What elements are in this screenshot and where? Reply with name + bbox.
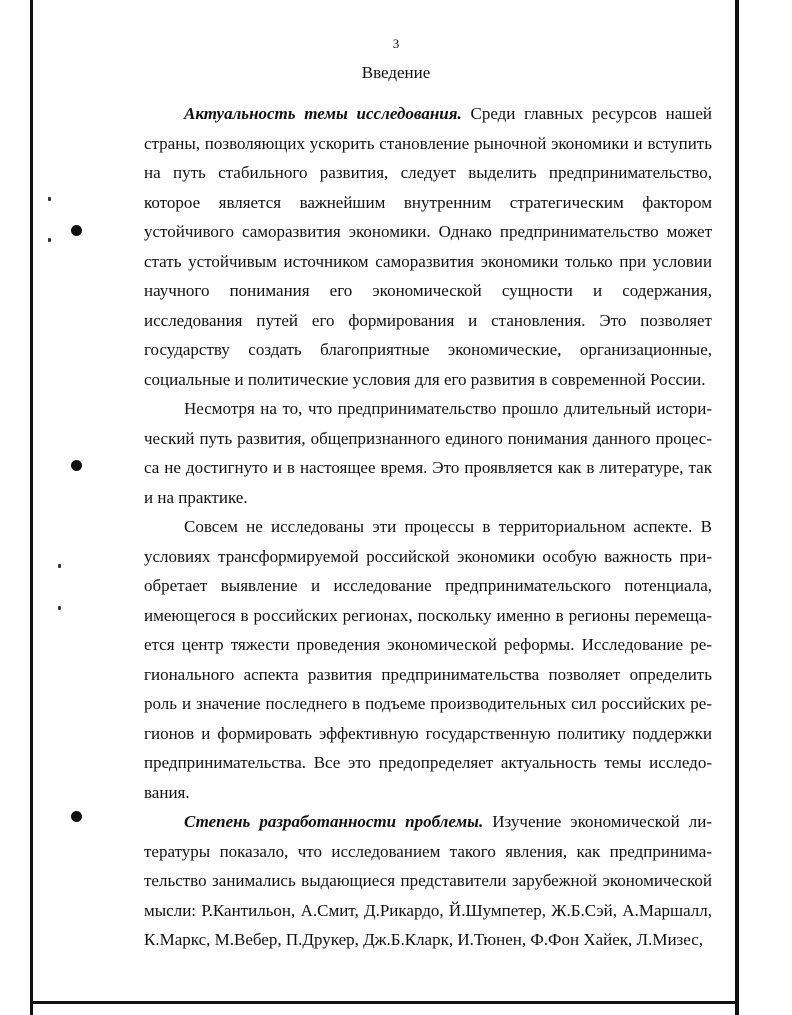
scan-speck [58, 606, 61, 610]
paragraph-development [144, 807, 712, 955]
scan-speck [48, 197, 51, 201]
paragraph-lead: Степень разработанности проблемы. [184, 812, 484, 831]
scan-edge-bottom [30, 1001, 739, 1004]
body-text [144, 99, 712, 955]
section-heading: Введение [361, 63, 431, 82]
punch-hole-mark [71, 811, 82, 822]
punch-hole-mark [71, 460, 82, 471]
paragraph-history [144, 394, 712, 512]
paragraph-regional [144, 512, 712, 807]
scan-edge-right [735, 0, 739, 1015]
paragraph-text: Несмотря на то, что предпринимательство прошло длительный исторический путь развития, общепризнанного единого понимания данного процесса не достигнуто и в настоящее время. Это проявляется как в литературе, так и на практике. [144, 399, 712, 507]
page-number: 3 [392, 36, 400, 51]
paragraph-text: Изучение экономической литературы показало, что исследованием такого явления, как предпринимательство занимались выдающиеся представители зарубежной экономической мысли: Р.Кантильон, А.Смит, Д.Рикардо, Й.Шумпетер, Ж.Б.Сэй, А.Маршалл, К.Маркс, М.Вебер, П.Друкер, Дж.Б.Кларк, И.Тюнен, Ф.Фон Хайек, Л.Мизес, [144, 812, 712, 949]
scan-speck [58, 564, 61, 568]
paragraph-text: Среди главных ресурсов нашей страны, позволяющих ускорить становление рыночной экономики и вступить на путь стабильного развития, следует выделить предпринимательство, которое является важнейшим внутренним стратегическим фактором устойчивого саморазвития экономики. Однако предпринимательство может стать устойчивым источником саморазвития экономики только при условии научного понимания его экономической сущности и содержания, исследования путей его формирования и становления. Это позволяет государству создать благоприятные экономические, организационные, социальные и политические условия для его развития в современной России. [144, 104, 712, 389]
paragraph-lead: Актуальность темы исследования. [184, 104, 462, 123]
scan-speck [48, 238, 51, 242]
paragraph-text: Совсем не исследованы эти процессы в территориальном аспекте. В условиях трансформируемой российской экономики особую важность приобретает выявление и исследование предпринимательского потенциала, имеющегося в российских регионах, поскольку именно в регионы перемещается центр тяжести проведения экономической реформы. Исследование регионального аспекта развития предпринимательства позволяет определить роль и значение последнего в подъеме производительных сил российских регионов и формировать эффективную государственную политику поддержки предпринимательства. Все это предопределяет актуальность темы исследования. [144, 517, 712, 802]
paragraph-relevance [144, 99, 712, 394]
scan-edge-left [30, 0, 33, 1015]
punch-hole-mark [71, 225, 82, 236]
